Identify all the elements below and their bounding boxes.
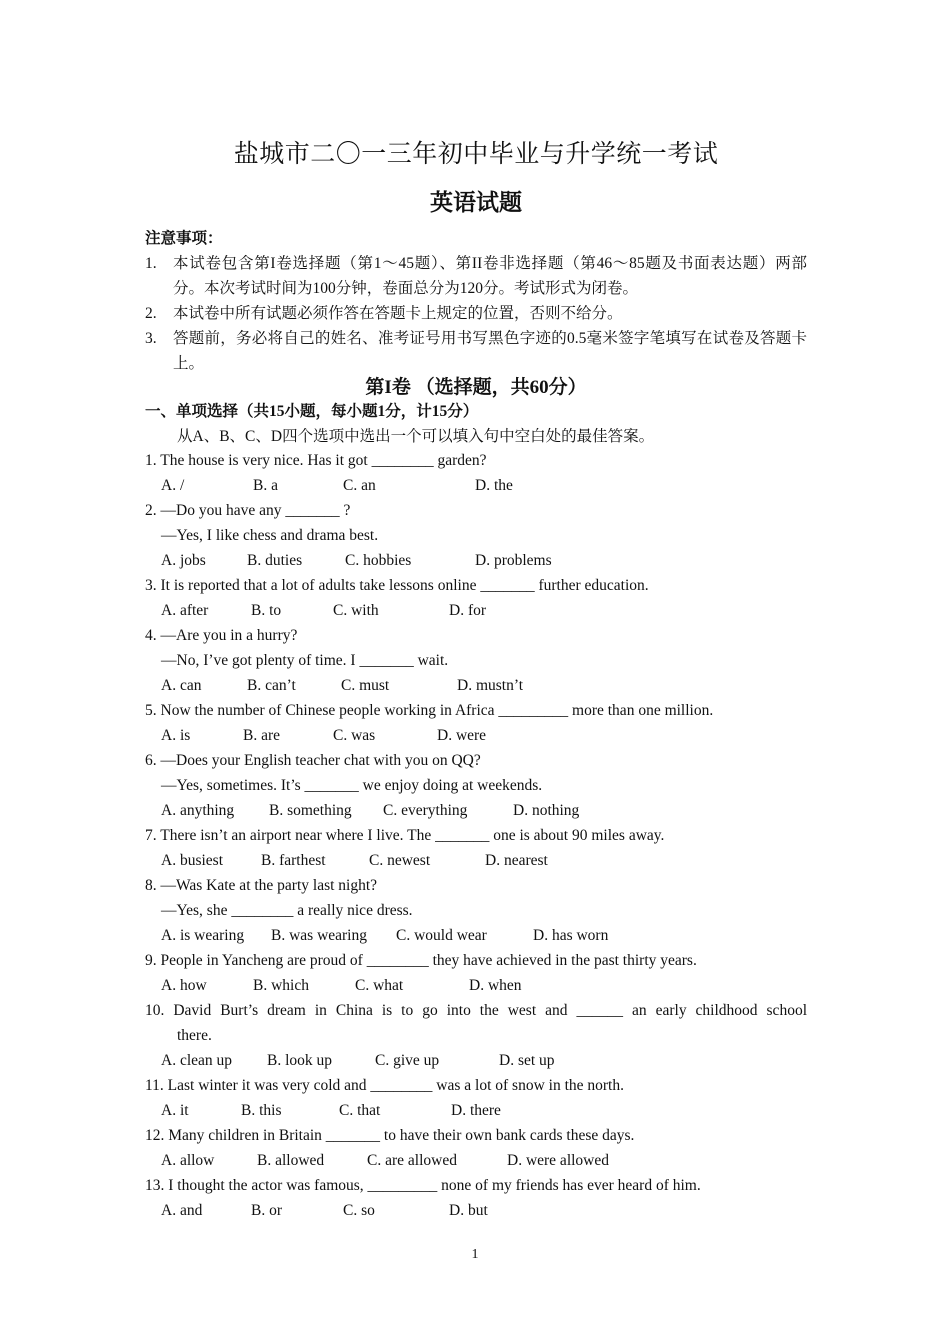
answer-option-a: A. it <box>161 1102 189 1119</box>
dialogue-line: —Yes, she ________ a really nice dress. <box>161 902 413 919</box>
answer-options <box>145 673 807 698</box>
question-stem: 1. The house is very nice. Has it got ________ garden? <box>145 452 487 469</box>
answer-option-d: D. mustn’t <box>457 677 524 694</box>
answer-option-a: A. / <box>161 477 185 494</box>
answer-options <box>145 723 807 748</box>
answer-options <box>145 1198 807 1223</box>
part-heading: 一、单项选择（共15小题，每小题1分，计15分） <box>145 403 479 420</box>
answer-option-c: C. was <box>333 727 376 744</box>
note-item <box>145 301 807 326</box>
note-text: 答题前，务必将自己的姓名、准考证号用书写黑色字迹的0.5毫米签字笔填写在试卷及答题卡上。 <box>173 330 807 372</box>
note-number: 3. <box>145 330 157 347</box>
question-stem: 5. Now the number of Chinese people working in Africa _________ more than one million. <box>145 702 714 719</box>
answer-option-c: C. are allowed <box>367 1152 457 1169</box>
answer-option-d: D. has worn <box>533 927 609 944</box>
note-item <box>145 251 807 301</box>
answer-option-a: A. is <box>161 727 191 744</box>
answer-option-d: D. nearest <box>485 852 548 869</box>
answer-option-b: B. farthest <box>261 852 326 869</box>
answer-option-b: B. look up <box>267 1052 333 1069</box>
dialogue-line: —No, I’ve got plenty of time. I _______ wait. <box>161 652 449 669</box>
answer-option-c: C. must <box>341 677 390 694</box>
question-stem: 12. Many children in Britain _______ to have their own bank cards these days. <box>145 1127 635 1144</box>
answer-option-c: C. give up <box>375 1052 440 1069</box>
answer-option-c: C. that <box>339 1102 381 1119</box>
answer-option-b: B. which <box>253 977 309 994</box>
question-stem: 13. I thought the actor was famous, _________ none of my friends has ever heard of him. <box>145 1177 701 1194</box>
question-stem: 7. There isn’t an airport near where I live. The _______ one is about 90 miles away. <box>145 827 665 844</box>
answer-option-d: D. for <box>449 602 487 619</box>
answer-option-d: D. nothing <box>513 802 580 819</box>
answer-option-d: D. problems <box>475 552 552 569</box>
answer-option-b: B. allowed <box>257 1152 325 1169</box>
answer-options <box>145 1098 807 1123</box>
question-stem: 8. —Was Kate at the party last night? <box>145 877 378 894</box>
answer-options <box>145 798 807 823</box>
answer-option-c: C. with <box>333 602 379 619</box>
answer-option-d: D. there <box>451 1102 501 1119</box>
answer-option-b: B. a <box>253 477 278 494</box>
question-stem: 9. People in Yancheng are proud of ________ they have achieved in the past thirty years. <box>145 952 697 969</box>
answer-option-a: A. how <box>161 977 207 994</box>
answer-options <box>145 973 807 998</box>
instruction: 从A、B、C、D四个选项中选出一个可以填入句中空白处的最佳答案。 <box>177 428 655 445</box>
answer-option-b: B. or <box>251 1202 282 1219</box>
answer-option-b: B. are <box>243 727 281 744</box>
exam-title: 盐城市二〇一三年初中毕业与升学统一考试 <box>233 141 719 168</box>
answer-options <box>145 1048 807 1073</box>
answer-option-a: A. busiest <box>161 852 223 869</box>
answer-option-c: C. everything <box>383 802 468 819</box>
answer-option-a: A. allow <box>161 1152 215 1169</box>
answer-option-d: D. were allowed <box>507 1152 609 1169</box>
note-number: 2. <box>145 305 157 322</box>
answer-option-c: C. what <box>355 977 404 994</box>
answer-option-b: B. something <box>269 802 352 819</box>
answer-option-c: C. so <box>343 1202 375 1219</box>
dialogue-line: —Yes, I like chess and drama best. <box>161 527 379 544</box>
answer-options <box>145 473 807 498</box>
dialogue-line: —Yes, sometimes. It’s _______ we enjoy doing at weekends. <box>161 777 543 794</box>
answer-option-b: B. can’t <box>247 677 296 694</box>
question-stem: 2. —Do you have any _______ ? <box>145 502 351 519</box>
answer-option-c: C. hobbies <box>345 552 412 569</box>
answer-option-d: D. but <box>449 1202 488 1219</box>
question-stem: 4. —Are you in a hurry? <box>145 627 298 644</box>
answer-options <box>145 548 807 573</box>
page-number: 1 <box>471 1247 479 1262</box>
answer-option-a: A. can <box>161 677 202 694</box>
answer-option-b: B. to <box>251 602 282 619</box>
section-title: 第I卷 （选择题，共60分） <box>365 377 587 398</box>
question-stem: 6. —Does your English teacher chat with you on QQ? <box>145 752 481 769</box>
answer-option-b: B. was wearing <box>271 927 367 944</box>
question-list <box>145 448 807 1223</box>
note-text: 本试卷中所有试题必须作答在答题卡上规定的位置，否则不给分。 <box>173 305 623 322</box>
answer-options <box>145 848 807 873</box>
note-number: 1. <box>145 255 157 272</box>
answer-options <box>145 923 807 948</box>
answer-option-d: D. were <box>437 727 487 744</box>
notes-block <box>145 226 807 376</box>
answer-option-b: B. duties <box>247 552 303 569</box>
note-text: 本试卷包含第I卷选择题（第1～45题）、第II卷非选择题（第46～85题及书面表达题）两部分。本次考试时间为100分钟，卷面总分为120分。考试形式为闭卷。 <box>173 255 807 297</box>
notes-heading: 注意事项： <box>145 230 223 247</box>
answer-option-c: C. an <box>343 477 376 494</box>
exam-subtitle: 英语试题 <box>430 190 522 215</box>
answer-option-a: A. anything <box>161 802 235 819</box>
question-stem: 10. David Burt’s dream in China is to go into the west and ______ an early childhood school <box>145 1002 807 1019</box>
answer-option-d: D. when <box>469 977 522 994</box>
answer-option-a: A. clean up <box>161 1052 233 1069</box>
answer-options <box>145 1148 807 1173</box>
question-stem-continued: there. <box>177 1027 212 1044</box>
answer-option-a: A. after <box>161 602 209 619</box>
answer-option-c: C. newest <box>369 852 431 869</box>
answer-option-d: D. set up <box>499 1052 555 1069</box>
answer-option-a: A. jobs <box>161 552 206 569</box>
answer-option-b: B. this <box>241 1102 282 1119</box>
answer-option-c: C. would wear <box>396 927 487 944</box>
answer-option-a: A. and <box>161 1202 203 1219</box>
answer-option-d: D. the <box>475 477 513 494</box>
question-stem: 3. It is reported that a lot of adults take lessons online _______ further education. <box>145 577 649 594</box>
question-stem: 11. Last winter it was very cold and ________ was a lot of snow in the north. <box>145 1077 624 1094</box>
answer-options <box>145 598 807 623</box>
note-item <box>145 326 807 376</box>
answer-option-a: A. is wearing <box>161 927 245 944</box>
